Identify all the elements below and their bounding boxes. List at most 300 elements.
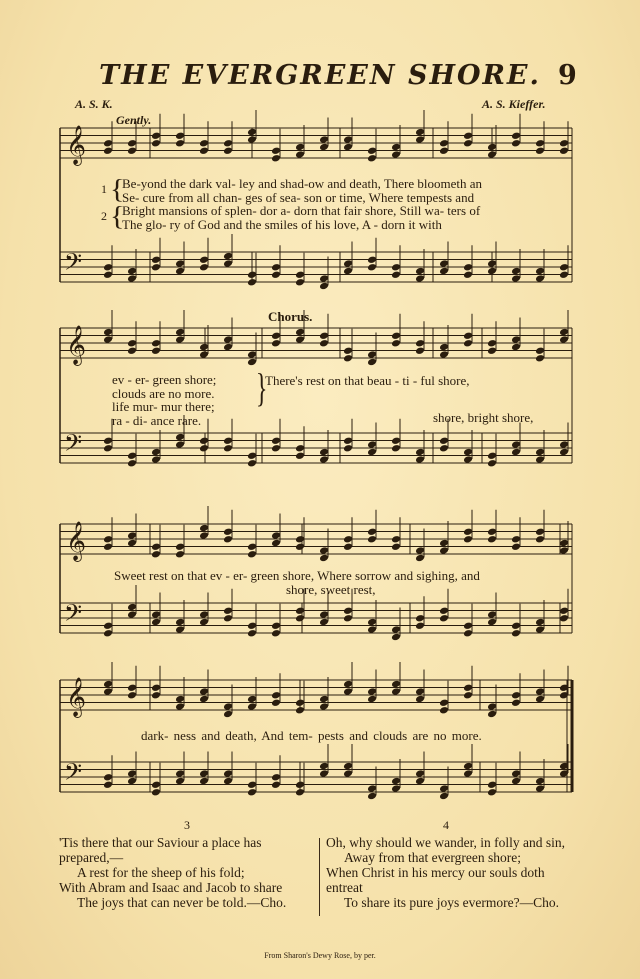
note-head (271, 339, 281, 348)
note-head (319, 554, 329, 563)
note-head (559, 270, 569, 279)
note-head (487, 702, 497, 711)
bass-clef-icon: 𝄢 (64, 599, 83, 632)
note-head (415, 455, 425, 464)
note-head (415, 448, 425, 457)
note-head (367, 440, 377, 449)
note-head (103, 436, 113, 445)
note-head (439, 139, 449, 148)
note-head (463, 762, 473, 771)
note-head (223, 527, 233, 536)
bass-lyric-line: shore, sweet rest, (286, 582, 376, 597)
note-head (511, 542, 521, 551)
note-head (151, 788, 161, 797)
note-head (463, 448, 473, 457)
source-credit: From Sharon's Dewy Rose, by per. (264, 951, 376, 960)
note-head (127, 267, 137, 276)
note-head (175, 625, 185, 634)
lyric-line: Se- cure from all chan- ges of sea- son or time, Where tempests and (122, 189, 475, 205)
stanza-line: When Christ in his mercy our souls doth entreat (326, 865, 545, 895)
note-head (439, 606, 449, 615)
note-head (103, 535, 113, 544)
note-head (487, 788, 497, 797)
note-head (271, 263, 281, 272)
note-head (295, 542, 305, 551)
note-head (415, 777, 425, 786)
verse-brace: } (255, 365, 268, 410)
note-head (463, 339, 473, 348)
note-head (295, 698, 305, 707)
note-head (127, 531, 137, 540)
note-head (151, 339, 161, 348)
note-head (535, 354, 545, 363)
note-head (487, 267, 497, 276)
note-head (247, 780, 257, 789)
note-head (103, 680, 113, 689)
note-head (463, 263, 473, 272)
note-head (463, 683, 473, 692)
note-head (319, 135, 329, 144)
note-head (439, 698, 449, 707)
note-head (103, 263, 113, 272)
note-head (247, 278, 257, 287)
note-head (175, 542, 185, 551)
note-head (343, 535, 353, 544)
note-head (487, 459, 497, 468)
note-head (127, 683, 137, 692)
note-head (127, 146, 137, 155)
note-head (415, 274, 425, 283)
note-head (223, 335, 233, 344)
note-head (103, 444, 113, 453)
lyric-line: Be-yond the dark val- ley and shad-ow and death, There bloometh an (122, 176, 483, 191)
note-head (559, 263, 569, 272)
note-head (199, 350, 209, 359)
note-head (295, 788, 305, 797)
note-head (511, 691, 521, 700)
note-head (487, 346, 497, 355)
bass-lyric-line: shore, bright shore, (433, 410, 534, 425)
note-head (559, 606, 569, 615)
note-head (103, 687, 113, 696)
note-head (343, 680, 353, 689)
note-head (175, 267, 185, 276)
note-head (391, 150, 401, 159)
note-head (487, 143, 497, 152)
note-head (223, 343, 233, 352)
composer-credit: A. S. Kieffer. (482, 97, 546, 111)
note-head (415, 339, 425, 348)
note-head (463, 629, 473, 638)
note-head (175, 259, 185, 268)
note-head (247, 542, 257, 551)
note-head (367, 448, 377, 457)
note-head (487, 610, 497, 619)
note-head (223, 436, 233, 445)
treble-clef-icon: 𝄞 (66, 677, 87, 717)
lyric-line: Bright mansions of splen- dor a- dorn that fair shore, Still wa- ters of (122, 203, 481, 218)
stanza-number-3: 3 (184, 818, 190, 832)
note-head (535, 687, 545, 696)
note-head (271, 629, 281, 638)
note-head (127, 777, 137, 786)
note-head (103, 335, 113, 344)
note-head (511, 139, 521, 148)
note-head (487, 150, 497, 159)
note-head (559, 448, 569, 457)
note-head (559, 146, 569, 155)
note-head (535, 535, 545, 544)
note-head (319, 339, 329, 348)
note-head (223, 614, 233, 623)
verse-number-1: 1 (101, 182, 107, 196)
note-head (127, 539, 137, 548)
note-head (415, 267, 425, 276)
note-head (295, 780, 305, 789)
note-head (151, 550, 161, 559)
note-head (271, 444, 281, 453)
note-head (535, 618, 545, 627)
note-head (247, 128, 257, 137)
note-head (391, 270, 401, 279)
note-head (463, 621, 473, 630)
note-head (415, 546, 425, 555)
note-head (559, 440, 569, 449)
note-head (295, 270, 305, 279)
note-head (487, 451, 497, 460)
note-head (103, 773, 113, 782)
verse-brace: { (110, 201, 125, 232)
note-head (415, 621, 425, 630)
note-head (343, 354, 353, 363)
note-head (391, 542, 401, 551)
stanza-line: With Abram and Isaac and Jacob to share (59, 880, 283, 895)
note-head (127, 451, 137, 460)
note-head (199, 436, 209, 445)
note-head (391, 625, 401, 634)
note-head (343, 143, 353, 152)
note-head (199, 524, 209, 533)
note-head (175, 618, 185, 627)
note-head (343, 267, 353, 276)
verse-number-2: 2 (101, 209, 107, 223)
note-head (199, 139, 209, 148)
note-head (223, 710, 233, 719)
note-head (271, 331, 281, 340)
note-head (439, 546, 449, 555)
tempo-marking: Gently. (116, 113, 152, 127)
note-head (511, 440, 521, 449)
note-head (367, 263, 377, 272)
note-head (463, 691, 473, 700)
note-head (319, 618, 329, 627)
note-head (367, 695, 377, 704)
note-head (511, 629, 521, 638)
note-head (439, 614, 449, 623)
note-head (247, 702, 257, 711)
page-number: 9 (558, 60, 577, 91)
note-head (319, 274, 329, 283)
note-head (175, 702, 185, 711)
note-head (127, 691, 137, 700)
note-head (151, 691, 161, 700)
note-head (343, 259, 353, 268)
note-head (415, 769, 425, 778)
note-head (343, 687, 353, 696)
note-head (535, 695, 545, 704)
note-head (535, 527, 545, 536)
lyric-line: clouds are no more. (112, 385, 215, 401)
note-head (295, 278, 305, 287)
note-head (103, 270, 113, 279)
note-head (223, 444, 233, 453)
note-head (151, 263, 161, 272)
note-head (559, 614, 569, 623)
note-head (463, 535, 473, 544)
note-head (319, 546, 329, 555)
note-head (103, 146, 113, 155)
note-head (343, 762, 353, 771)
stanza-line: To share its pure joys evermore?—Cho. (344, 895, 559, 910)
note-head (439, 706, 449, 715)
note-head (415, 135, 425, 144)
note-head (175, 433, 185, 442)
note-head (559, 139, 569, 148)
note-head (391, 777, 401, 786)
note-head (247, 350, 257, 359)
note-head (439, 350, 449, 359)
note-head (103, 542, 113, 551)
note-head (223, 146, 233, 155)
note-head (535, 146, 545, 155)
stanza-divider (319, 838, 320, 916)
note-head (247, 270, 257, 279)
note-head (559, 335, 569, 344)
note-head (535, 784, 545, 793)
note-head (367, 792, 377, 801)
note-head (271, 436, 281, 445)
note-head (295, 143, 305, 152)
note-head (319, 331, 329, 340)
note-head (223, 777, 233, 786)
note-head (223, 139, 233, 148)
note-head (391, 444, 401, 453)
note-head (439, 267, 449, 276)
note-head (175, 777, 185, 786)
note-head (247, 550, 257, 559)
lyric-line: The glo- ry of God and the smiles of his love, A - dorn it with (122, 216, 442, 232)
note-head (343, 769, 353, 778)
note-head (199, 687, 209, 696)
note-head (511, 343, 521, 352)
note-head (151, 542, 161, 551)
note-head (535, 625, 545, 634)
note-head (151, 618, 161, 627)
note-head (127, 274, 137, 283)
note-head (367, 350, 377, 359)
note-head (559, 546, 569, 555)
note-head (247, 459, 257, 468)
note-head (511, 698, 521, 707)
note-head (511, 769, 521, 778)
note-head (151, 683, 161, 692)
note-head (439, 784, 449, 793)
note-head (343, 606, 353, 615)
note-head (295, 606, 305, 615)
note-head (415, 128, 425, 137)
note-head (511, 335, 521, 344)
note-head (439, 792, 449, 801)
note-head (199, 146, 209, 155)
note-head (103, 328, 113, 337)
note-head (175, 769, 185, 778)
note-head (223, 259, 233, 268)
stanza-line: Away from that evergreen shore; (344, 850, 521, 865)
note-head (295, 335, 305, 344)
note-head (151, 610, 161, 619)
note-head (343, 444, 353, 453)
note-head (127, 459, 137, 468)
note-head (175, 335, 185, 344)
note-head (103, 621, 113, 630)
note-head (391, 339, 401, 348)
note-head (103, 629, 113, 638)
note-head (271, 698, 281, 707)
note-head (271, 773, 281, 782)
note-head (343, 542, 353, 551)
note-head (319, 769, 329, 778)
note-head (439, 436, 449, 445)
bass-clef-icon: 𝄢 (64, 248, 83, 281)
note-head (439, 539, 449, 548)
chorus-lyric-line: dark- ness and death, And tem- pests and clouds are no more. (141, 728, 482, 743)
note-head (367, 358, 377, 367)
note-head (103, 139, 113, 148)
note-head (367, 146, 377, 155)
stanza-line: A rest for the sheep of his fold; (77, 865, 245, 880)
verse-brace: { (110, 174, 125, 205)
note-head (175, 131, 185, 140)
note-head (247, 788, 257, 797)
note-head (199, 444, 209, 453)
note-head (271, 621, 281, 630)
note-head (223, 769, 233, 778)
note-head (343, 135, 353, 144)
note-head (223, 606, 233, 615)
note-head (271, 270, 281, 279)
treble-clef-icon: 𝄞 (66, 521, 87, 561)
note-head (247, 695, 257, 704)
note-head (463, 139, 473, 148)
note-head (295, 150, 305, 159)
note-head (559, 539, 569, 548)
note-head (319, 762, 329, 771)
hymn-title: THE EVERGREEN SHORE. (99, 60, 541, 91)
note-head (511, 621, 521, 630)
note-head (367, 687, 377, 696)
note-head (319, 610, 329, 619)
note-head (535, 139, 545, 148)
note-head (391, 263, 401, 272)
note-head (391, 143, 401, 152)
note-head (415, 695, 425, 704)
note-head (487, 535, 497, 544)
note-head (175, 550, 185, 559)
note-head (511, 274, 521, 283)
note-head (487, 780, 497, 789)
note-head (511, 131, 521, 140)
note-head (391, 680, 401, 689)
note-head (391, 331, 401, 340)
note-head (199, 263, 209, 272)
stanza-3 (59, 835, 314, 910)
note-head (439, 259, 449, 268)
stanza-4 (326, 835, 581, 910)
note-head (247, 135, 257, 144)
note-head (559, 328, 569, 337)
note-head (247, 451, 257, 460)
stanza-line: Oh, why should we wander, in folly and sin, (326, 835, 566, 850)
note-head (151, 780, 161, 789)
note-head (511, 777, 521, 786)
note-head (319, 143, 329, 152)
note-head (319, 282, 329, 291)
note-head (511, 448, 521, 457)
note-head (535, 274, 545, 283)
note-head (127, 346, 137, 355)
note-head (151, 131, 161, 140)
note-head (319, 702, 329, 711)
note-head (367, 625, 377, 634)
note-head (127, 139, 137, 148)
note-head (463, 527, 473, 536)
note-head (127, 610, 137, 619)
note-head (271, 531, 281, 540)
note-head (103, 780, 113, 789)
note-head (487, 527, 497, 536)
note-head (271, 539, 281, 548)
note-head (367, 255, 377, 264)
note-head (175, 695, 185, 704)
treble-clef-icon: 𝄞 (66, 325, 87, 365)
note-head (175, 139, 185, 148)
note-head (199, 777, 209, 786)
note-head (271, 146, 281, 155)
note-head (199, 618, 209, 627)
stanza-line: 'Tis there that our Saviour a place has prepared,— (59, 835, 262, 865)
bass-clef-icon: 𝄢 (64, 429, 83, 462)
note-head (487, 339, 497, 348)
note-head (367, 154, 377, 163)
note-head (487, 259, 497, 268)
note-head (415, 687, 425, 696)
note-head (247, 629, 257, 638)
note-head (127, 339, 137, 348)
bass-clef-icon: 𝄢 (64, 758, 83, 791)
note-head (343, 436, 353, 445)
note-head (223, 702, 233, 711)
note-head (511, 535, 521, 544)
chorus-lyric-line: Sweet rest on that ev - er- green shore, Where sorrow and sighing, and (114, 568, 480, 583)
note-head (535, 448, 545, 457)
note-head (199, 695, 209, 704)
note-head (175, 328, 185, 337)
note-head (151, 346, 161, 355)
lyric-line: ra - di- ance rare. (112, 412, 202, 428)
note-head (319, 455, 329, 464)
note-head (295, 328, 305, 337)
note-head (367, 618, 377, 627)
